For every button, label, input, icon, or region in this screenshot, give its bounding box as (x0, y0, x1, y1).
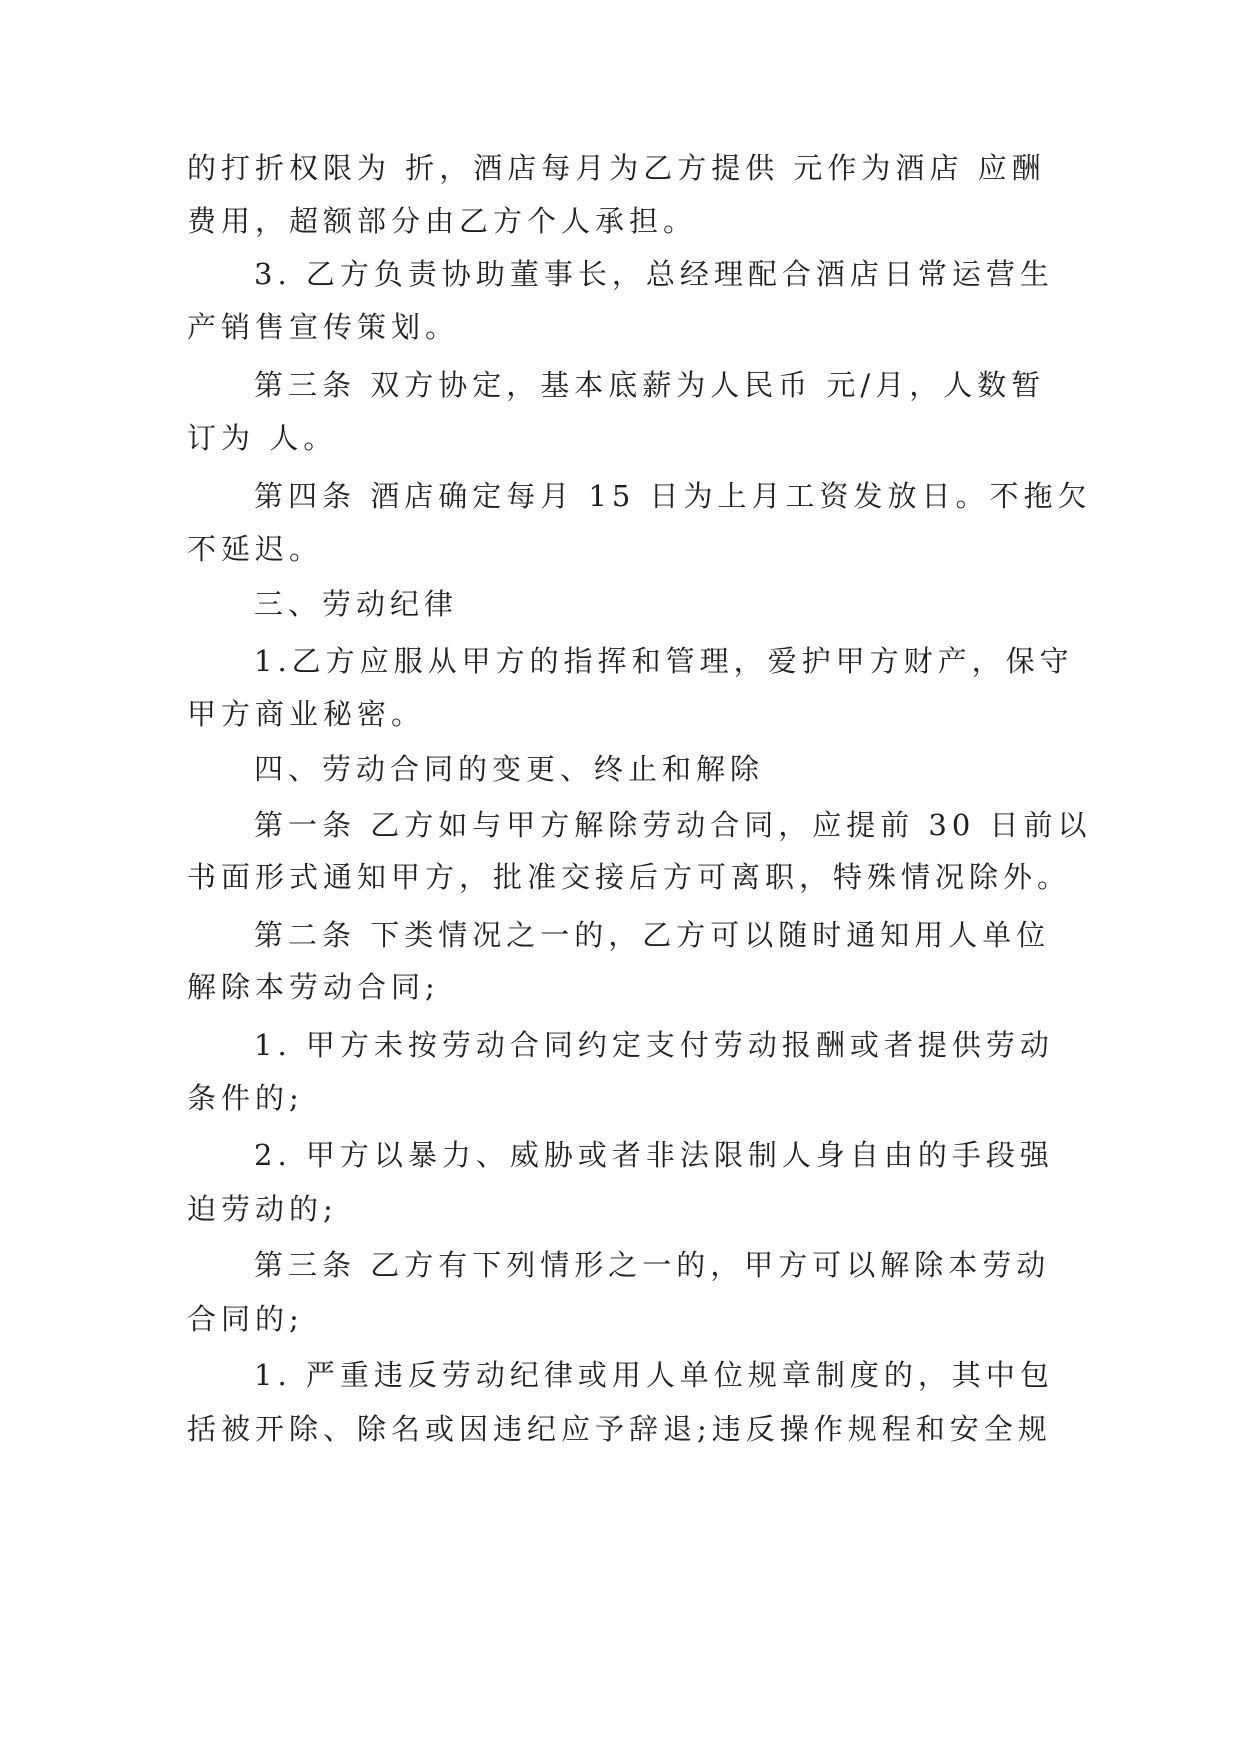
text-line: 甲方商业秘密。 (187, 697, 426, 731)
text-line: 不延迟。 (187, 532, 324, 566)
text-line: 解除本劳动合同; (187, 970, 440, 1004)
text-line: 第一条 乙方如与甲方解除劳动合同，应提前 30 日前以 (254, 808, 1092, 842)
text-line: 合同的; (187, 1302, 304, 1336)
text-line: 2. 甲方以暴力、威胁或者非法限制人身自由的手段强 (254, 1138, 1054, 1172)
text-line: 费用，超额部分由乙方个人承担。 (187, 204, 698, 238)
text-line: 条件的; (187, 1081, 304, 1115)
text-line: 书面形式通知甲方，批准交接后方可离职，特殊情况除外。 (187, 860, 1072, 894)
section-heading: 四、劳动合同的变更、终止和解除 (254, 752, 765, 786)
text-line: 第二条 下类情况之一的，乙方可以随时通知用人单位 (254, 918, 1051, 952)
text-line: 1. 严重违反劳动纪律或用人单位规章制度的，其中包 (254, 1358, 1054, 1392)
text-line: 产销售宣传策划。 (187, 310, 460, 344)
text-line: 括被开除、除名或因违纪应予辞退;违反操作规程和安全规 (187, 1412, 1052, 1446)
text-line: 第四条 酒店确定每月 15 日为上月工资发放日。不拖欠 (254, 479, 1092, 513)
section-heading: 三、劳动纪律 (254, 587, 459, 621)
text-line: 1.乙方应服从甲方的指挥和管理，爱护甲方财产，保守 (254, 644, 1074, 678)
text-line: 第三条 双方协定，基本底薪为人民币 元/月，人数暂 (254, 368, 1046, 402)
text-line: 第三条 乙方有下列情形之一的，甲方可以解除本劳动 (254, 1248, 1051, 1282)
text-line: 1. 甲方未按劳动合同约定支付劳动报酬或者提供劳动 (254, 1028, 1054, 1062)
text-line: 的打折权限为 折，酒店每月为乙方提供 元作为酒店 应酬 (187, 151, 1046, 185)
text-line: 订为 人。 (187, 421, 338, 455)
text-line: 迫劳动的; (187, 1192, 338, 1226)
text-line: 3. 乙方负责协助董事长，总经理配合酒店日常运营生 (254, 257, 1054, 291)
